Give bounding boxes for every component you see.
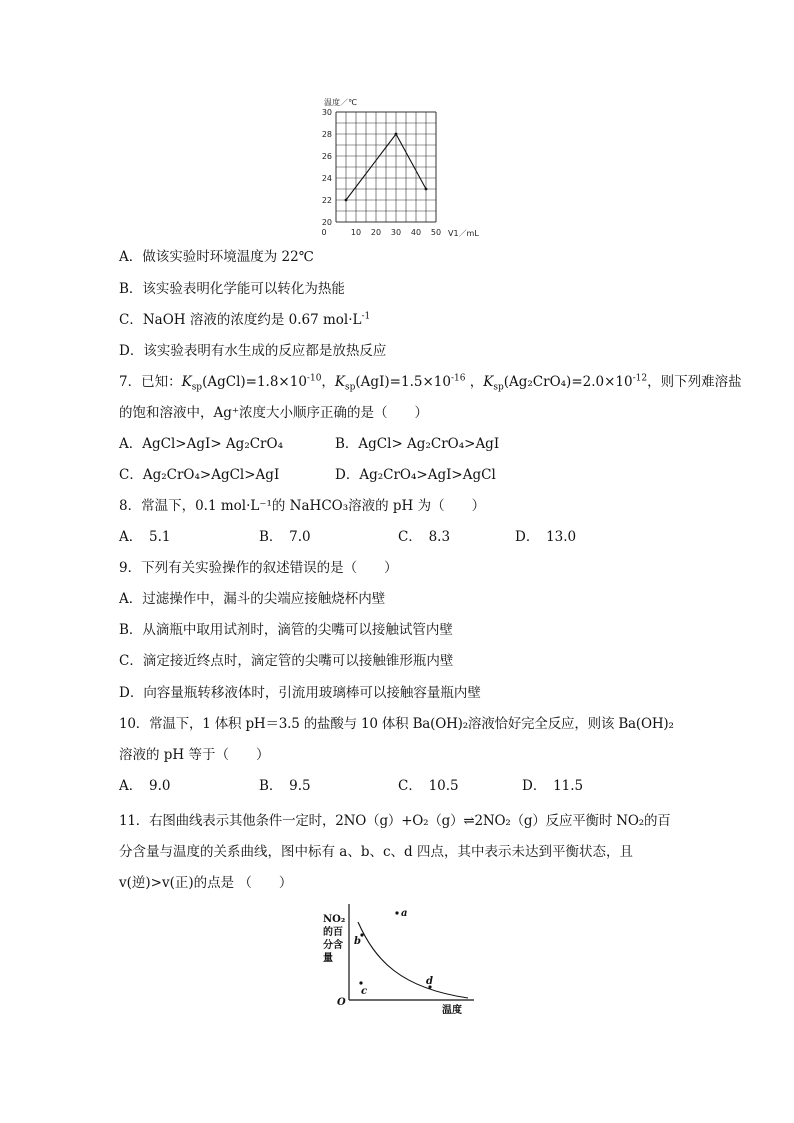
q7-k3: K bbox=[483, 374, 494, 390]
q8-stem: 8．常温下，0.1 mol·L⁻¹的 NaHCO₃溶液的 pH 为（ ） bbox=[119, 498, 486, 514]
q11-stem-line3: v(逆)>v(正)的点是 （ ） bbox=[119, 875, 293, 891]
q7-option-c: C．Ag₂CrO₄>AgCl>AgI bbox=[119, 467, 280, 483]
chart-xlabel: V1／mL bbox=[448, 229, 479, 238]
q6-option-c-exponent: -1 bbox=[361, 311, 371, 322]
q9-option-b: B．从滴瓶中取用试剂时，滴管的尖嘴可以接触试管内壁 bbox=[119, 622, 453, 638]
point-a bbox=[395, 911, 398, 914]
q10-option-a: A． 9.0 bbox=[119, 778, 171, 794]
equilibrium-curve bbox=[358, 922, 468, 998]
q6-option-d: D．该实验表明有水生成的反应都是放热反应 bbox=[119, 343, 387, 359]
q7-agcl: (AgCl)=1.8×10 bbox=[202, 374, 307, 390]
temperature-volume-chart bbox=[318, 94, 498, 242]
y-tick-label: 28 bbox=[321, 130, 332, 139]
point-c bbox=[359, 981, 362, 984]
q10-option-c: C． 10.5 bbox=[398, 778, 459, 794]
q7-exp3: -12 bbox=[632, 373, 648, 384]
q9-stem: 9．下列有关实验操作的叙述错误的是（ ） bbox=[119, 560, 398, 576]
q7-sp2: sp bbox=[345, 382, 356, 393]
q7-k2: K bbox=[334, 374, 346, 390]
q8-option-a: A． 5.1 bbox=[119, 529, 171, 545]
q7-agi: (AgI)=1.5×10 bbox=[355, 374, 451, 390]
point-a-label: a bbox=[401, 908, 408, 919]
q9-option-c: C．滴定接近终点时，滴定管的尖嘴可以接触锥形瓶内壁 bbox=[119, 653, 454, 669]
q6-option-b: B．该实验表明化学能可以转化为热能 bbox=[119, 281, 345, 297]
chart-data-point bbox=[345, 199, 348, 202]
y-tick-label: 30 bbox=[321, 108, 332, 117]
chart-y-ticks bbox=[322, 108, 332, 227]
q10-option-d: D． 11.5 bbox=[522, 778, 584, 794]
q7-suffix: ，则下列难溶盐 bbox=[647, 374, 742, 390]
q8-option-c: C． 8.3 bbox=[398, 529, 451, 545]
point-b-label: b bbox=[354, 936, 361, 947]
q10-stem-line1: 10．常温下，1 体积 pH＝3.5 的盐酸与 10 体积 Ba(OH)₂溶液恰好完全反应，则该 Ba(OH)₂ bbox=[119, 716, 674, 732]
q7-option-d: D．Ag₂CrO₄>AgI>AgCl bbox=[335, 467, 496, 483]
x-tick-label: 50 bbox=[430, 228, 442, 237]
q7-exp2: -16 bbox=[450, 373, 466, 384]
q7-exp1: -10 bbox=[306, 373, 322, 384]
chart-grid bbox=[336, 112, 436, 222]
ylabel-line3: 分含 bbox=[323, 940, 343, 951]
x-tick-label: 20 bbox=[370, 228, 382, 237]
q10-option-b: B． 9.5 bbox=[259, 778, 311, 794]
q9-option-a: A．过滤操作中，漏斗的尖端应接触烧杯内壁 bbox=[119, 591, 386, 607]
q6-option-c-text: C．NaOH 溶液的浓度约是 0.67 mol·L bbox=[119, 312, 362, 328]
point-c-label: c bbox=[361, 986, 368, 997]
y-tick-label: 22 bbox=[321, 196, 332, 205]
q11-stem-line2: 分含量与温度的关系曲线，图中标有 a、b、c、d 四点，其中表示未达到平衡状态，且 bbox=[119, 844, 633, 860]
q8-option-b: B． 7.0 bbox=[259, 529, 311, 545]
q7-ag2cro4: (Ag₂CrO₄)=2.0×10 bbox=[503, 374, 633, 390]
ylabel-line2: 的百 bbox=[323, 927, 343, 938]
origin-label: O bbox=[337, 997, 346, 1008]
q7-option-a: A．AgCl>AgI> Ag₂CrO₄ bbox=[119, 436, 283, 452]
q7-sp: sp bbox=[191, 382, 203, 393]
q8-option-d: D． 13.0 bbox=[515, 529, 577, 545]
y-tick-label: 24 bbox=[321, 174, 332, 183]
chart-data-point bbox=[395, 133, 398, 136]
q7-prefix: 7．已知： bbox=[119, 374, 182, 390]
x-tick-label: 10 bbox=[350, 228, 362, 237]
q7-k: K bbox=[181, 374, 192, 390]
q6-option-a: A．做该实验时环境温度为 22℃ bbox=[119, 249, 314, 265]
chart-x-ticks bbox=[321, 228, 441, 237]
x-tick-label: 30 bbox=[390, 228, 402, 237]
chart-ylabel: 温度／℃ bbox=[324, 98, 357, 107]
y-tick-label: 20 bbox=[321, 218, 332, 227]
q7-stem-line1: 7．已知：$K_{sp}(AgCl)=1.8\times 10^{-10}$，$K_{sp}(AgI)=1.5\times 10^{-16}$ ，$K_{sp}(Ag_2CrO_4)=2.0\times 10^{-12}$，则下列难溶盐 bbox=[119, 373, 742, 393]
q11-stem-line1: 11．右图曲线表示其他条件一定时，2NO（g）+O₂（g）⇌2NO₂（g）反应平衡时 NO₂的百 bbox=[119, 813, 671, 829]
q10-stem-line2: 溶液的 pH 等于（ ） bbox=[119, 747, 270, 763]
xlabel: 温度 bbox=[442, 1005, 462, 1016]
q7-sp3: sp bbox=[493, 382, 504, 393]
q7-stem-line2: 的饱和溶液中，Ag⁺浓度大小顺序正确的是（ ） bbox=[119, 405, 429, 421]
x-tick-label: 0 bbox=[321, 228, 327, 237]
q6-option-c bbox=[119, 311, 370, 329]
no2-temperature-diagram bbox=[320, 902, 480, 1018]
ylabel-line4: 量 bbox=[323, 953, 333, 964]
chart-data-point bbox=[425, 188, 428, 191]
x-tick-label: 40 bbox=[410, 228, 422, 237]
q7-option-b: B．AgCl> Ag₂CrO₄>AgI bbox=[335, 436, 500, 452]
q9-option-d: D．向容量瓶转移液体时，引流用玻璃棒可以接触容量瓶内壁 bbox=[119, 685, 481, 701]
ylabel-line1: NO₂ bbox=[323, 914, 346, 925]
point-d-label: d bbox=[426, 976, 433, 987]
y-tick-label: 26 bbox=[321, 152, 332, 161]
